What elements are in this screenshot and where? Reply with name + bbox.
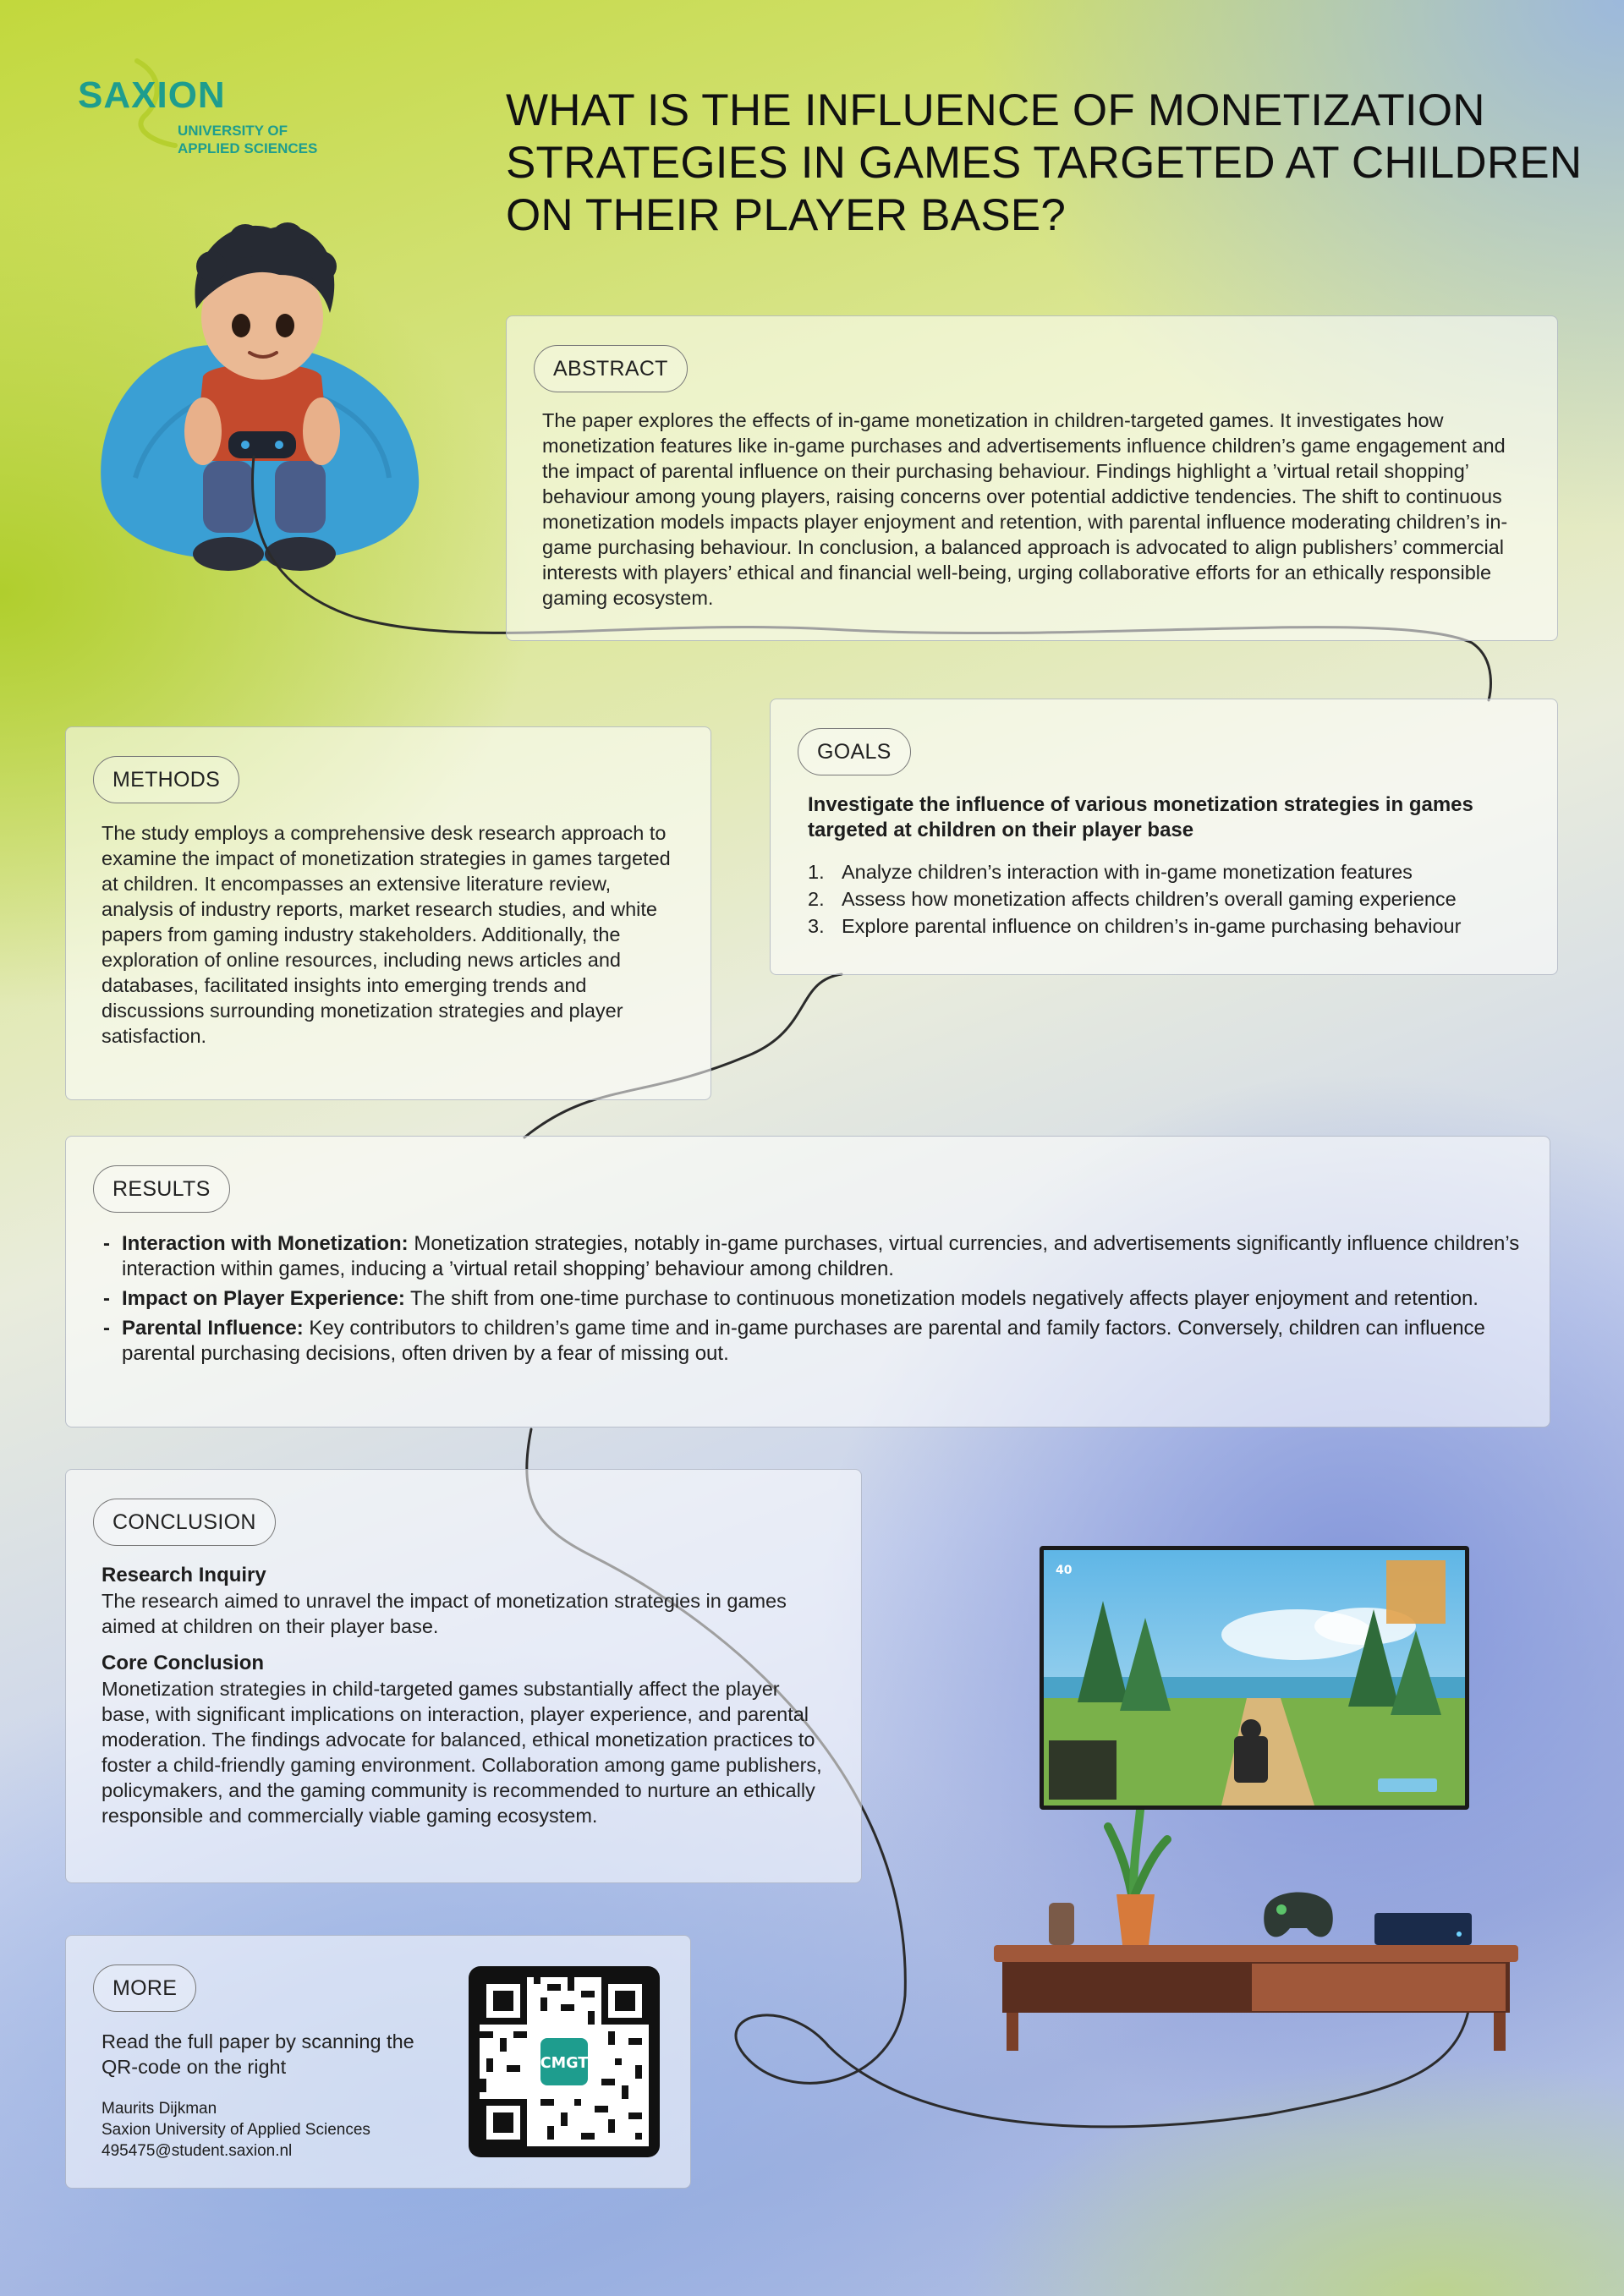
methods-text: The study employs a comprehensive desk research approach to examine the impact of monetization strategies in games targeted at children. It encompasses an extensive literature review, analysis of industry reports, market research studies, and white papers from gaming industry stakeholders. Additionally, the exploration of online resources, including news articles and databases, facilitated insights into emerging trends and discussions surrounding monetization strategies and player satisfaction. <box>102 822 671 1047</box>
methods-label: METHODS <box>93 756 239 803</box>
conclusion-panel <box>65 1469 862 1883</box>
list-item: - Parental Influence: Key contributors to children’s game time and in-game purchases are parental and family factors. Conversely, children can influence parental purchasing decisions, often driven by a fear of missing out. <box>103 1317 1485 1365</box>
more-panel <box>65 1935 691 2189</box>
tv-stand-illustration <box>990 1810 1531 2055</box>
list-item: 3. Explore parental influence on children’s in-game purchasing behaviour <box>808 915 1462 937</box>
goals-panel <box>770 699 1558 975</box>
goals-label: GOALS <box>798 728 911 775</box>
game-scene <box>1044 1550 1465 1806</box>
tv-illustration <box>1040 1546 1469 1810</box>
qr-pattern-icon <box>480 1977 649 2146</box>
logo-sub-2: APPLIED SCIENCES <box>178 140 318 156</box>
goals-heading: Investigate the influence of various monetization strategies in games targeted at children on their player base <box>808 793 1473 841</box>
more-label: MORE <box>93 1964 196 2012</box>
author-email[interactable]: 495475@student.saxion.nl <box>102 2142 293 2160</box>
qr-code[interactable] <box>469 1966 660 2157</box>
core-text: Monetization strategies in child-targeted games substantially affect the player base, with significant implications on interaction, player experience, and parental moderation. The findings advocate for balanced, ethical monetization practices to foster a child-friendly gaming environment. Collaboration among game publishers, policymakers, and the gaming community is recommended to nurture an ethically responsible and commercially viable gaming ecosystem. <box>102 1678 822 1827</box>
core-heading: Core Conclusion <box>102 1652 265 1674</box>
list-item: 2. Assess how monetization affects children’s overall gaming experience <box>808 888 1457 910</box>
goals-list <box>808 858 1552 940</box>
hud-counter: 40 <box>1056 1564 1073 1577</box>
author-institution: Saxion University of Applied Sciences <box>102 2121 370 2139</box>
abstract-text: The paper explores the effects of in-game monetization in children-targeted games. It investigates how monetization features like in-game purchases and advertisements influence children’s game engagement and the impact of parental influence on their purchasing behaviour. Findings highlight a ’virtual retail shopping’ behaviour among young players, raising concerns over potential addictive tendencies. The shift to continuous monetization models impacts player enjoyment and retention, with parental influence moderating children’s in-game purchasing behaviour. In conclusion, a balanced approach is advocated to align publishers’ commercial interests with players’ ethical and financial well-being, urging collaborative efforts for an ethically responsible gaming ecosystem. <box>542 409 1508 609</box>
logo-sub-1: UNIVERSITY OF <box>178 123 288 139</box>
abstract-panel <box>506 315 1558 641</box>
methods-panel <box>65 726 711 1100</box>
abstract-label: ABSTRACT <box>534 345 688 392</box>
results-list <box>103 1231 1524 1371</box>
logo-name: SAXION <box>78 74 226 116</box>
qr-center-logo: CMGT <box>540 2055 589 2073</box>
list-item: - Impact on Player Experience: The shift from one-time purchase to continuous monetization models negatively affects player enjoyment and retention. <box>103 1287 1479 1310</box>
more-text: Read the full paper by scanning the QR-code on the right <box>102 2030 414 2078</box>
list-item: 1. Analyze children’s interaction with in-game monetization features <box>808 861 1413 883</box>
author-name: Maurits Dijkman <box>102 2100 217 2118</box>
results-label: RESULTS <box>93 1165 230 1213</box>
list-item: - Interaction with Monetization: Monetization strategies, notably in-game purchases, virtual currencies, and advertisements significantly influence children’s interaction within games, inducing a ’virtual retail shopping’ behaviour among children. <box>103 1232 1520 1280</box>
results-panel <box>65 1136 1550 1427</box>
inquiry-heading: Research Inquiry <box>102 1564 266 1586</box>
conclusion-label: CONCLUSION <box>93 1499 276 1546</box>
inquiry-text: The research aimed to unravel the impact of monetization strategies in games aimed at children on their player base. <box>102 1590 787 1637</box>
page-title: WHAT IS THE INFLUENCE OF MONETIZATION STRATEGIES IN GAMES TARGETED AT CHILDREN ON THEIR PLAYER BASE? <box>506 85 1583 240</box>
